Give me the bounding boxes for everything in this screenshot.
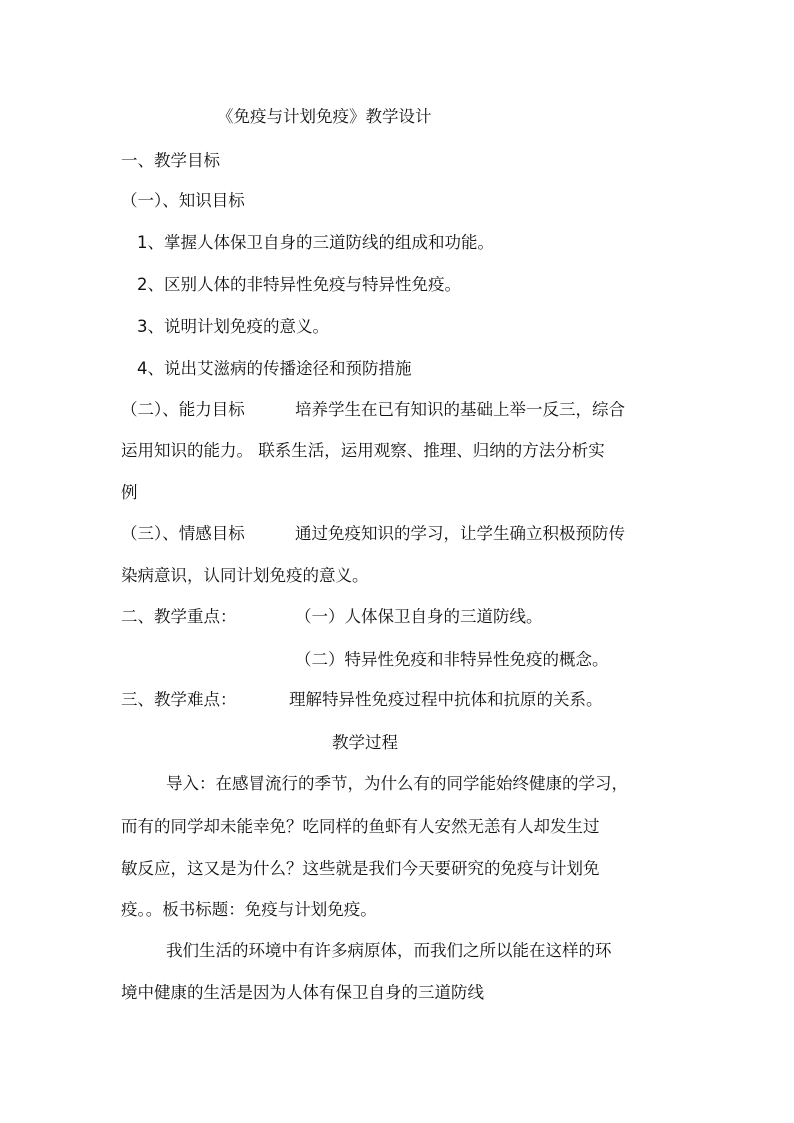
intro-line-1: 导入：在感冒流行的季节，为什么有的同学能始终健康的学习，: [166, 774, 628, 793]
knowledge-item-2: 2、区别人体的非特异性免疫与特异性免疫。: [137, 275, 461, 294]
subsection-heading-emotion: （三）、情感目标: [121, 524, 245, 543]
ability-text-2: 运用知识的能力。 联系生活，运用观察、推理、归纳的方法分析实: [121, 441, 605, 460]
ability-text-3: 例: [121, 483, 138, 502]
emotion-text-2: 染病意识，认同计划免疫的意义。: [121, 566, 369, 585]
emotion-text-1: 通过免疫知识的学习，让学生确立积极预防传: [295, 524, 625, 543]
subsection-heading-ability: （二）、能力目标: [121, 400, 245, 419]
knowledge-item-4: 4、说出艾滋病的传播途径和预防措施: [137, 359, 412, 378]
section-heading-objectives: 一、教学目标: [121, 151, 220, 170]
key-point-2: （二）特异性免疫和非特异性免疫的概念。: [295, 650, 609, 669]
key-point-1: （一）人体保卫自身的三道防线。: [295, 607, 543, 626]
difficulty-text: 理解特异性免疫过程中抗体和抗原的关系。: [289, 690, 603, 709]
paragraph-2-line-2: 境中健康的生活是因为人体有保卫自身的三道防线: [121, 983, 484, 1002]
emotion-line-1: [121, 523, 625, 545]
knowledge-item-1: 1、掌握人体保卫自身的三道防线的组成和功能。: [137, 233, 494, 252]
intro-line-3: 敏反应，这又是为什么？这些就是我们今天要研究的免疫与计划免: [121, 859, 600, 878]
process-heading: 教学过程: [332, 733, 398, 752]
subsection-heading-knowledge: （一）、知识目标: [121, 191, 245, 210]
section-heading-difficulty: 三、教学难点：: [121, 690, 237, 709]
key-points-line-1: [121, 606, 543, 628]
difficulty-line: [121, 689, 603, 711]
intro-line-4: 疫。。板书标题：免疫与计划免疫。: [121, 900, 377, 919]
ability-text-1: 培养学生在已有知识的基础上举一反三，综合: [295, 400, 625, 419]
knowledge-item-3: 3、说明计划免疫的意义。: [137, 317, 329, 336]
document-title: 《免疫与计划免疫》教学设计: [217, 107, 432, 126]
intro-line-2: 而有的同学却未能幸免？吃同样的鱼虾有人安然无恙有人却发生过: [121, 817, 600, 836]
section-heading-key-points: 二、教学重点：: [121, 607, 237, 626]
paragraph-2-line-1: 我们生活的环境中有许多病原体，而我们之所以能在这样的环: [166, 941, 612, 960]
ability-line-1: [121, 399, 625, 421]
